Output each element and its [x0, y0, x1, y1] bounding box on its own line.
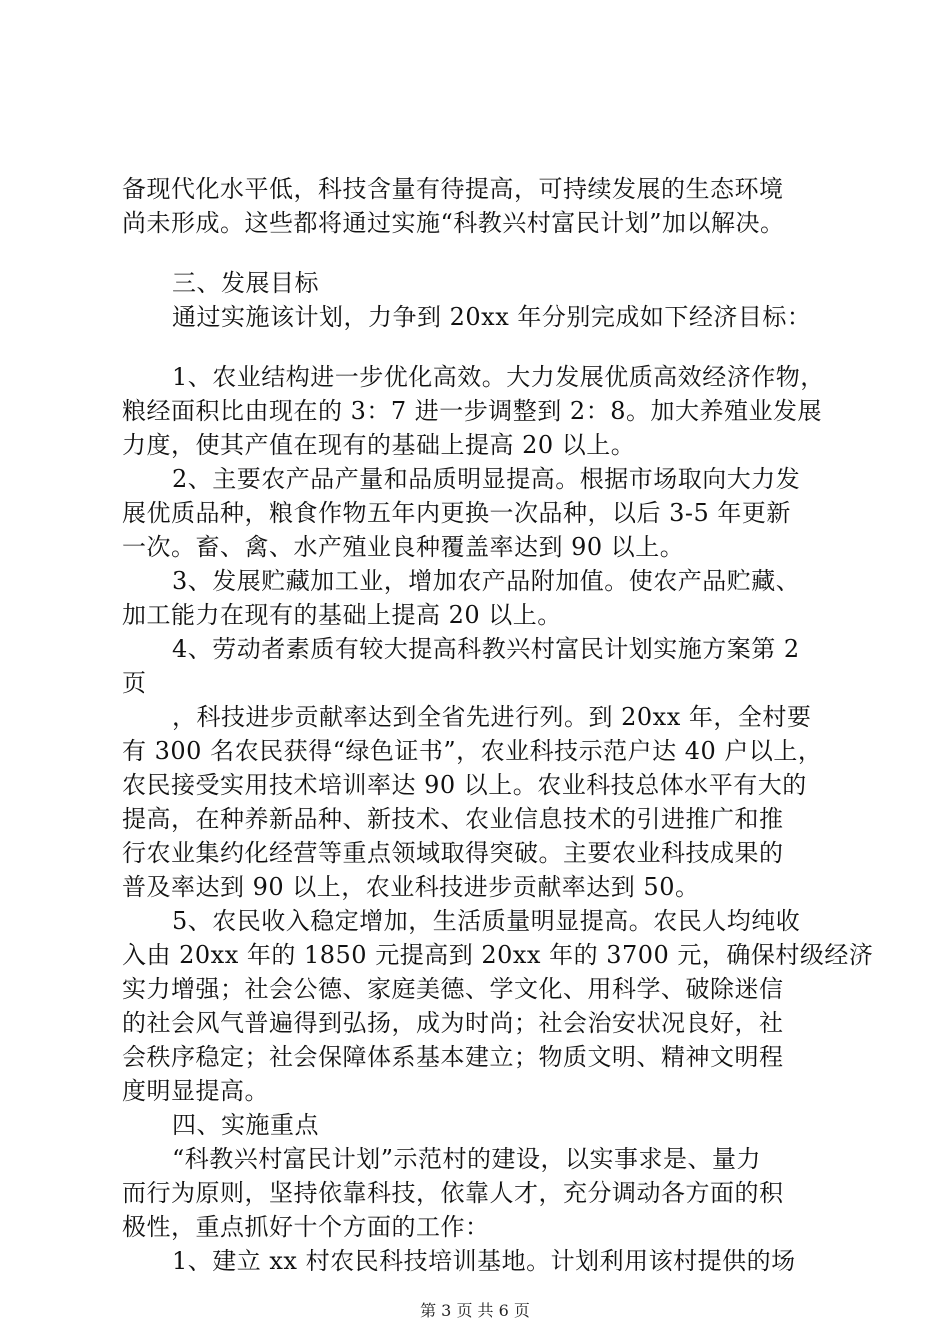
text-line: 2、主要农产品产量和品质明显提高。根据市场取向大力发: [172, 465, 801, 493]
text-line: “科教兴村富民计划”示范村的建设，以实事求是、量力: [172, 1145, 762, 1173]
text-line: 而行为原则，坚持依靠科技，依靠人才，充分调动各方面的积: [122, 1179, 784, 1207]
text-line: 4、劳动者素质有较大提高科教兴村富民计划实施方案第 2: [172, 635, 800, 663]
section-heading: 三、发展目标: [172, 269, 319, 297]
text-line: 的社会风气普遍得到弘扬，成为时尚；社会治安状况良好，社: [122, 1009, 784, 1037]
text-line: 尚未形成。这些都将通过实施“科教兴村富民计划”加以解决。: [122, 209, 785, 237]
text-line: 备现代化水平低，科技含量有待提高，可持续发展的生态环境: [122, 175, 784, 203]
text-line: 行农业集约化经营等重点领域取得突破。主要农业科技成果的: [122, 839, 784, 867]
text-line: 有 300 名农民获得“绿色证书”，农业科技示范户达 40 户以上，: [122, 737, 823, 765]
text-line: 提高，在种养新品种、新技术、农业信息技术的引进推广和推: [122, 805, 784, 833]
section-heading: 四、实施重点: [172, 1111, 319, 1139]
text-line: 农民接受实用技术培训率达 90 以上。农业科技总体水平有大的: [122, 771, 807, 799]
text-line: 通过实施该计划，力争到 20xx 年分别完成如下经济目标：: [172, 303, 812, 331]
text-line: 力度，使其产值在现有的基础上提高 20 以上。: [122, 431, 636, 459]
text-line: 粮经面积比由现在的 3：7 进一步调整到 2：8。加大养殖业发展: [122, 397, 822, 425]
text-line: 度明显提高。: [122, 1077, 269, 1105]
text-line: 极性，重点抓好十个方面的工作：: [122, 1213, 490, 1241]
text-line: 1、农业结构进一步优化高效。大力发展优质高效经济作物，: [172, 363, 825, 391]
text-line: 入由 20xx 年的 1850 元提高到 20xx 年的 3700 元，确保村级经济: [122, 941, 874, 969]
page-footer: 第 3 页 共 6 页: [420, 1301, 530, 1320]
text-line: 会秩序稳定；社会保障体系基本建立；物质文明、精神文明程: [122, 1043, 784, 1071]
text-line: 页: [122, 669, 147, 697]
text-line: 实力增强；社会公德、家庭美德、学文化、用科学、破除迷信: [122, 975, 784, 1003]
text-line: 一次。畜、禽、水产殖业良种覆盖率达到 90 以上。: [122, 533, 685, 561]
text-line: 普及率达到 90 以上，农业科技进步贡献率达到 50。: [122, 873, 700, 901]
text-line: 3、发展贮藏加工业，增加农产品附加值。使农产品贮藏、: [172, 567, 801, 595]
text-line: 5、农民收入稳定增加，生活质量明显提高。农民人均纯收: [172, 907, 801, 935]
text-line: 展优质品种，粮食作物五年内更换一次品种，以后 3-5 年更新: [122, 499, 791, 527]
text-line: ，科技进步贡献率达到全省先进行列。到 20xx 年，全村要: [172, 703, 812, 731]
text-line: 1、建立 xx 村农民科技培训基地。计划利用该村提供的场: [172, 1247, 796, 1275]
text-line: 加工能力在现有的基础上提高 20 以上。: [122, 601, 562, 629]
